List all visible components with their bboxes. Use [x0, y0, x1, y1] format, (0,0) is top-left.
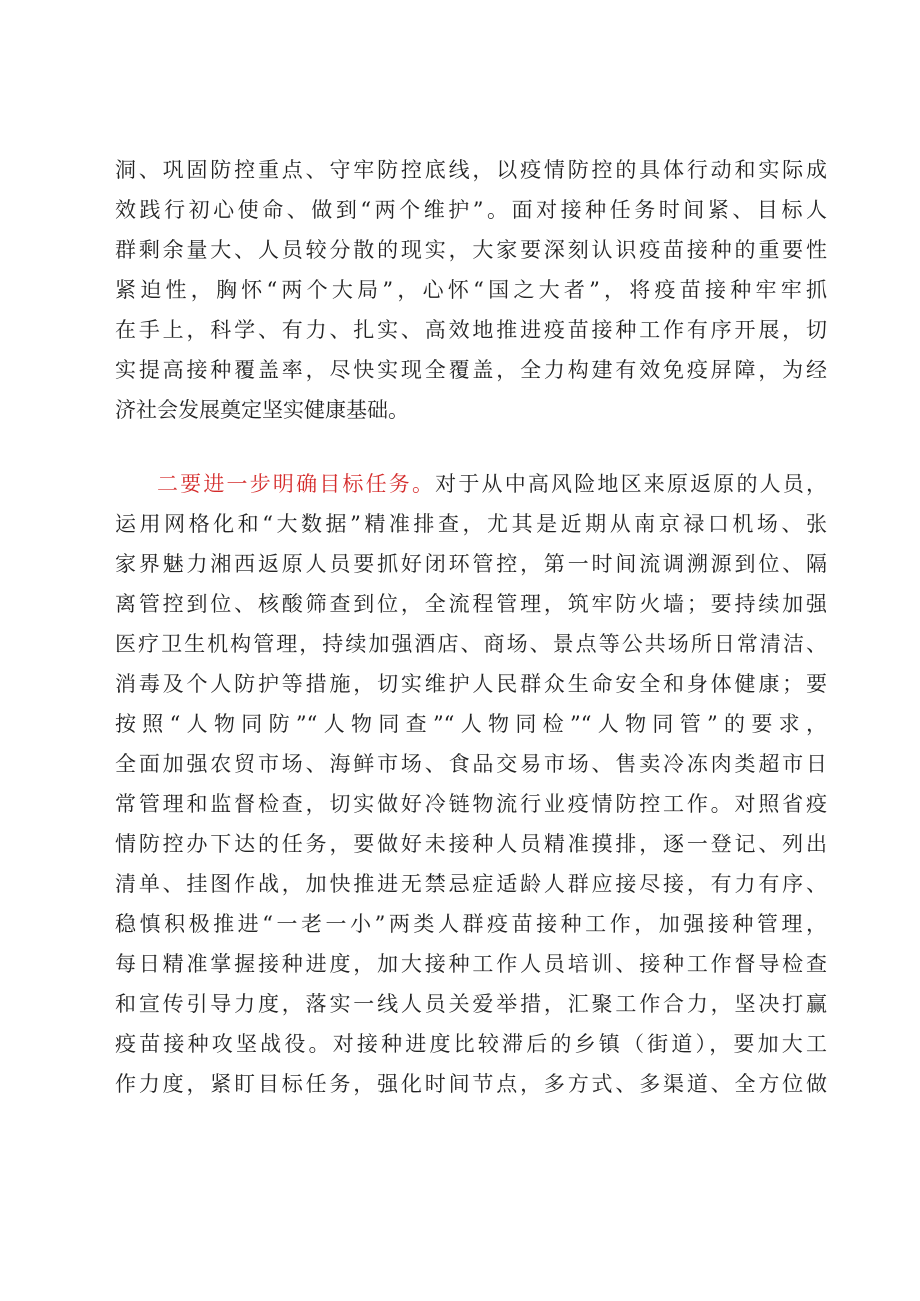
paragraph-line: 和宣传引导力度，落实一线人员关爱举措，汇聚工作合力，坚决打赢 [115, 992, 827, 1016]
paragraph-line: 在手上，科学、有力、扎实、高效地推进疫苗接种工作有序开展，切 [115, 318, 827, 342]
paragraph-vaccination-importance [115, 150, 827, 430]
paragraph-target-tasks [115, 464, 827, 1104]
paragraph-line: 洞、巩固防控重点、守牢防控底线，以疫情防控的具体行动和实际成 [115, 158, 827, 182]
paragraph-line: 情防控办下达的任务，要做好未接种人员精准摸排，逐一登记、列出 [115, 832, 827, 856]
paragraph-first-line [115, 464, 827, 504]
paragraph-line: 医疗卫生机构管理，持续加强酒店、商场、景点等公共场所日常清洁、 [115, 632, 827, 656]
paragraph-line: 家界魅力湘西返原人员要抓好闭环管控，第一时间流调溯源到位、隔 [115, 552, 827, 576]
first-line-text: 对于从中高风险地区来原返原的人员， [435, 472, 828, 496]
paragraph-line: 全面加强农贸市场、海鲜市场、食品交易市场、售卖冷冻肉类超市日 [115, 752, 827, 776]
paragraph-line: 群剩余量大、人员较分散的现实，大家要深刻认识疫苗接种的重要性 [115, 238, 827, 262]
paragraph-line: 清单、挂图作战，加快推进无禁忌症适龄人群应接尽接，有力有序、 [115, 872, 827, 896]
paragraph-line: 作力度，紧盯目标任务，强化时间节点，多方式、多渠道、全方位做 [115, 1072, 827, 1096]
paragraph-line: 常管理和监督检查，切实做好冷链物流行业疫情防控工作。对照省疫 [115, 792, 827, 816]
paragraph-line: 紧迫性，胸怀“两个大局”，心怀“国之大者”，将疫苗接种牢牢抓 [115, 278, 827, 302]
paragraph-line: 离管控到位、核酸筛查到位，全流程管理，筑牢防火墙；要持续加强 [115, 592, 827, 616]
paragraph-line: 每日精准掌握接种进度，加大接种工作人员培训、接种工作督导检查 [115, 952, 827, 976]
section-heading: 二要进一步明确目标任务。 [157, 472, 436, 496]
paragraph-line: 运用网格化和“大数据”精准排查，尤其是近期从南京禄口机场、张 [115, 512, 827, 536]
paragraph-line: 实提高接种覆盖率，尽快实现全覆盖，全力构建有效免疫屏障，为经 [115, 358, 827, 382]
paragraph-line: 按照“人物同防”“人物同查”“人物同检”“人物同管”的要求， [115, 712, 827, 736]
paragraph-line: 消毒及个人防护等措施，切实维护人民群众生命安全和身体健康；要 [115, 672, 827, 696]
paragraph-line: 稳慎积极推进“一老一小”两类人群疫苗接种工作，加强接种管理， [115, 912, 827, 936]
paragraph-line: 疫苗接种攻坚战役。对接种进度比较滞后的乡镇（街道），要加大工 [115, 1032, 827, 1056]
paragraph-line: 济社会发展奠定坚实健康基础。 [115, 398, 409, 422]
paragraph-line: 效践行初心使命、做到“两个维护”。面对接种任务时间紧、目标人 [115, 198, 827, 222]
